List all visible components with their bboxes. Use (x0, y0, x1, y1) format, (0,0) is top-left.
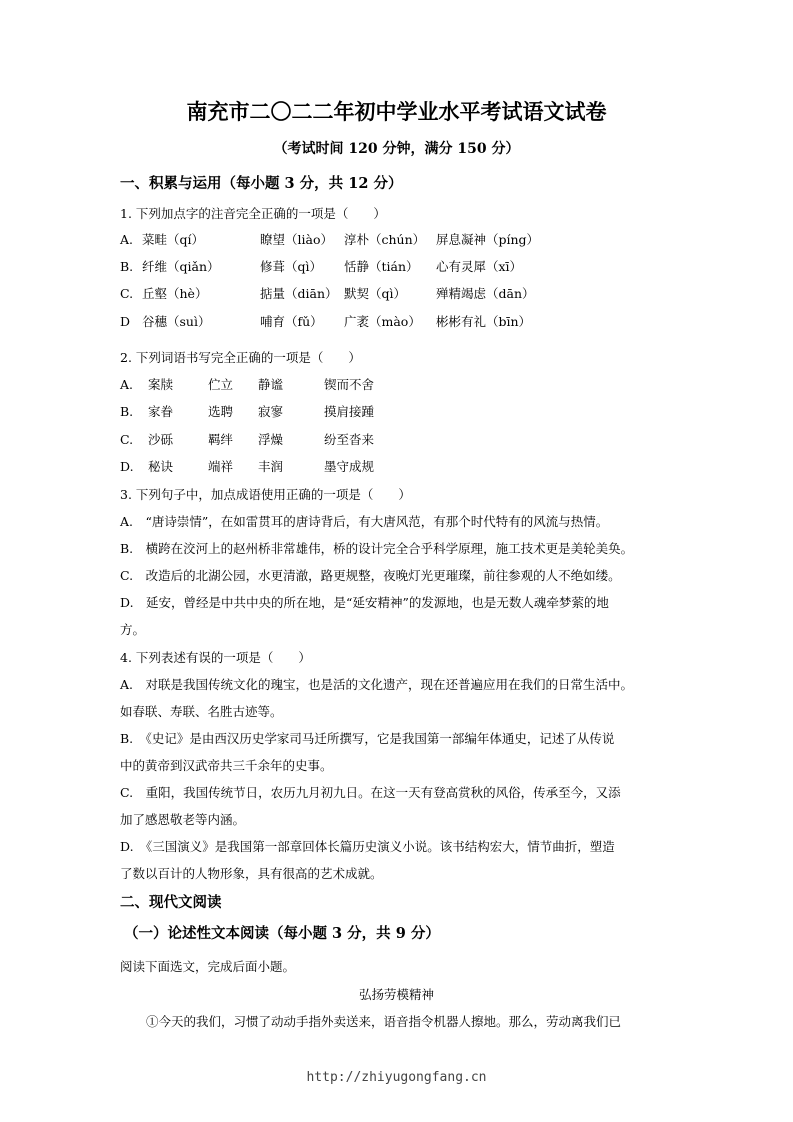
q4-stem: 4. 下列表述有误的一项是（ ） (120, 650, 311, 665)
essay-title: 弘扬劳模精神 (358, 987, 434, 1002)
reading-instruction: 阅读下面选文，完成后面小题。 (120, 959, 296, 974)
q2-option-b: B. 家眷 选聘 寂寥 摸肩接踵 (120, 404, 375, 419)
exam-title: 南充市二〇二二年初中学业水平考试语文试卷 (186, 99, 607, 124)
q4-option-d: D. 《三国演义》是我国第一部章回体长篇历史演义小说。该书结构宏大，情节曲折，塑造 (120, 839, 615, 854)
q3-stem: 3. 下列句子中，加点成语使用正确的一项是（ ） (120, 487, 411, 502)
q4-option-d-cont: 了数以百计的人物形象，具有很高的艺术成就。 (120, 866, 383, 881)
q4-option-a-cont: 如春联、寿联、名胜古迹等。 (120, 704, 283, 719)
exam-subtitle: （考试时间 120 分钟，满分 150 分） (273, 141, 520, 157)
q4-option-b-cont: 中的黄帝到汉武帝共三千余年的史事。 (120, 758, 333, 773)
q4-option-b: B. 《史记》是由西汉历史学家司马迁所撰写，它是我国第一部编年体通史，记述了从传说 (120, 731, 615, 746)
q3-option-c: C. 改造后的北湖公园，水更清澈，路更规整，夜晚灯光更璀璨，前往参观的人不绝如缕。 (120, 568, 621, 583)
section-1-heading: 一、积累与运用（每小题 3 分，共 12 分） (120, 175, 403, 192)
q3-option-b: B. 横跨在洨河上的赵州桥非常雄伟，桥的设计完全合乎科学原理，施工技术更是美轮美奂。 (120, 541, 634, 556)
q1-option-b: B. 纤维（qiǎn） 修葺（qì） 恬静（tián） 心有灵犀（xī） (120, 259, 523, 274)
section-2-sub-heading: （一）论述性文本阅读（每小题 3 分，共 9 分） (124, 925, 440, 942)
q2-option-d: D. 秘诀 端祥 丰润 墨守成规 (120, 459, 375, 474)
q2-stem: 2. 下列词语书写完全正确的一项是（ ） (120, 350, 361, 365)
q4-option-c: C. 重阳，我国传统节日，农历九月初九日。在这一天有登高赏秋的风俗，传承至今，又添 (120, 785, 621, 800)
q1-option-a: A. 菜畦（qí） 瞭望（liào） 淳朴（chún） 屏息凝神（píng） (120, 232, 540, 247)
q1-stem: 1. 下列加点字的注音完全正确的一项是（ ） (120, 206, 386, 221)
q2-option-c: C. 沙砾 羁绊 浮燥 纷至沓来 (120, 432, 375, 447)
essay-paragraph-1: ①今天的我们，习惯了动动手指外卖送来，语音指令机器人擦地。那么，劳动离我们已 (146, 1014, 622, 1029)
q4-option-c-cont: 加了感恩敬老等内涵。 (120, 812, 246, 827)
section-2-heading: 二、现代文阅读 (120, 894, 222, 911)
q1-option-c: C. 丘壑（hè） 掂量（diān） 默契（qì） 殚精竭虑（dān） (120, 286, 535, 301)
q1-option-d: D 谷穗（suì） 哺育（fǔ） 广袤（mào） 彬彬有礼（bīn） (120, 314, 532, 329)
q4-option-a: A. 对联是我国传统文化的瑰宝，也是活的文化遗产，现在还普遍应用在我们的日常生活中。 (120, 677, 634, 692)
q3-option-d-cont: 方。 (120, 622, 146, 637)
footer-url: http://zhiyugongfang.cn (306, 1070, 487, 1085)
q3-option-d: D. 延安，曾经是中共中央的所在地，是“延安精神”的发源地，也是无数人魂牵梦萦的地 (120, 595, 609, 610)
q2-option-a: A. 案牍 伫立 静谧 锲而不舍 (120, 377, 375, 392)
q3-option-a: A. “唐诗崇情”，在如雷贯耳的唐诗背后，有大唐风范，有那个时代特有的风流与热情。 (120, 514, 609, 529)
